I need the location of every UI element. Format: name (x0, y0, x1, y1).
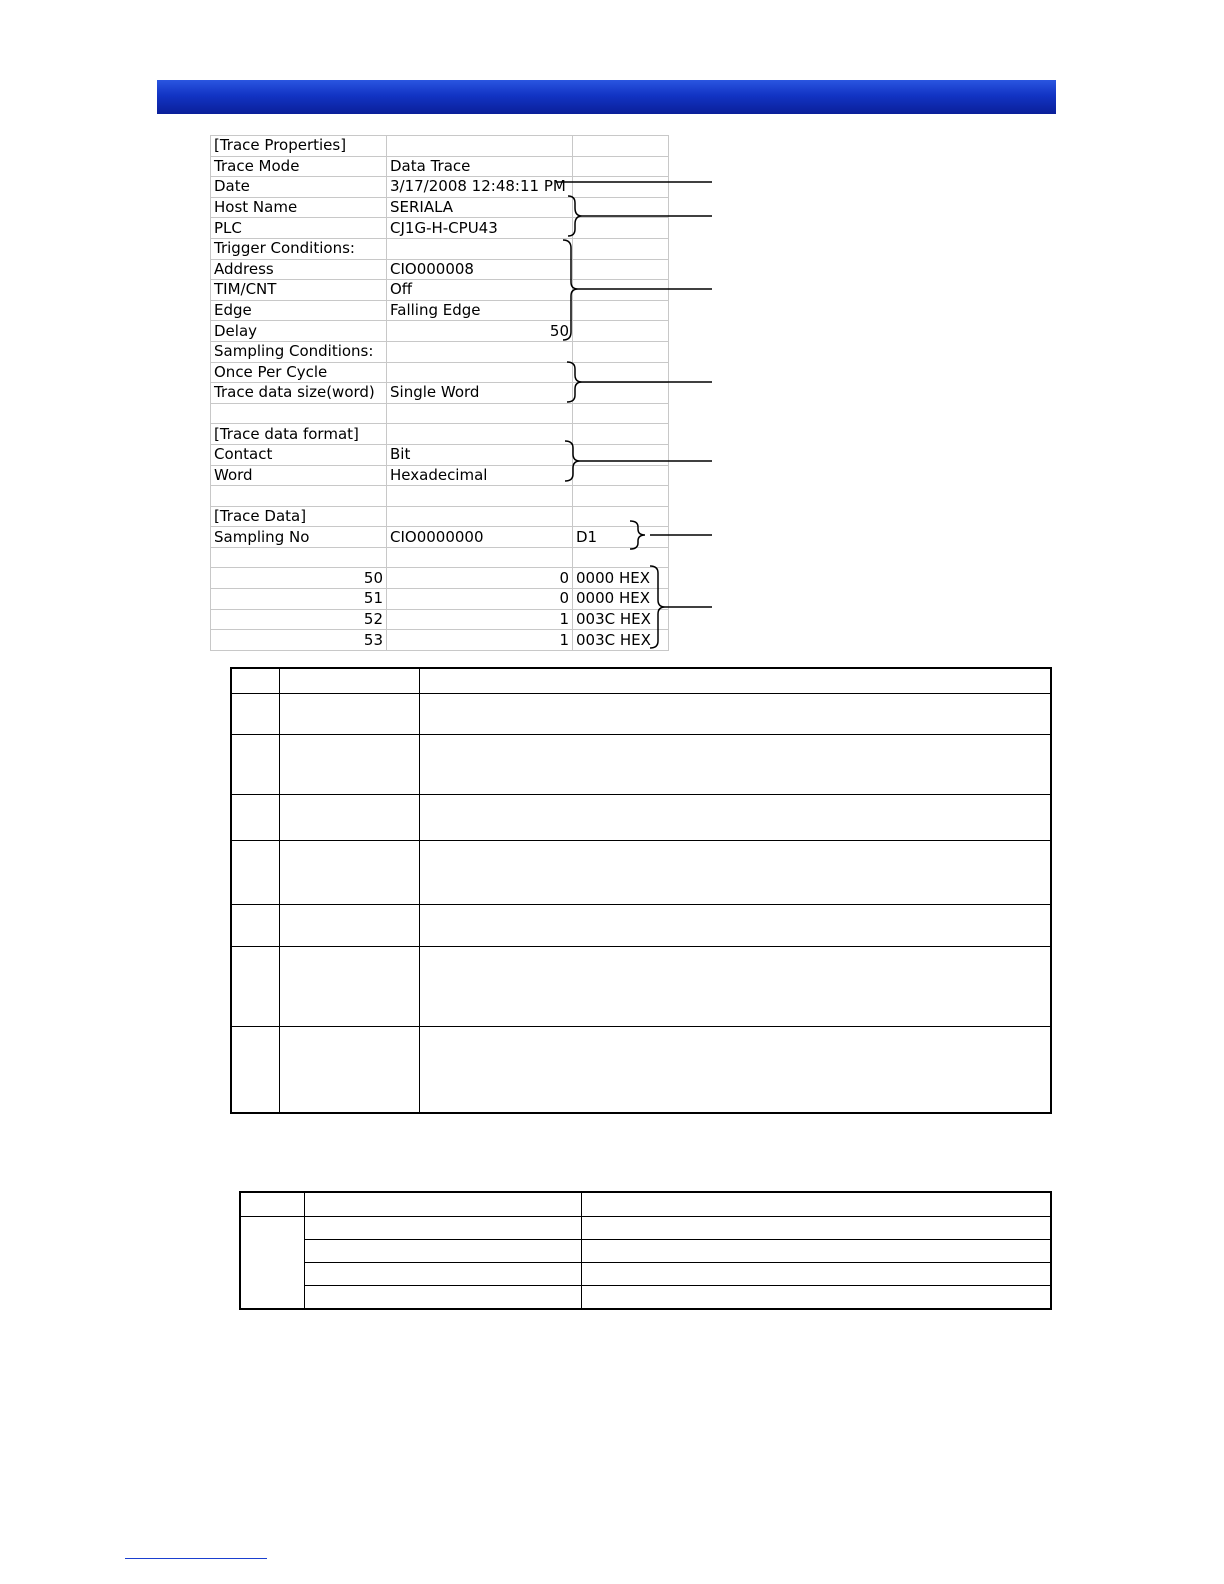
table-cell (304, 1286, 581, 1309)
table-cell (279, 840, 419, 904)
table-row (240, 1263, 1051, 1286)
brace-host-plc (568, 196, 582, 236)
sheet-cell: 003C HEX (573, 630, 669, 651)
sheet-cell: Trace data size(word) (211, 383, 387, 404)
table-cell (419, 904, 1051, 946)
table-cell (279, 946, 419, 1026)
table-row (240, 1286, 1051, 1309)
sheet-cell: PLC (211, 218, 387, 239)
brace-sampling-no (630, 521, 645, 549)
table-cell (581, 1263, 1051, 1286)
sheet-cell: TIM/CNT (211, 280, 387, 301)
sheet-cell: Host Name (211, 197, 387, 218)
secondary-table (239, 1191, 1052, 1310)
sheet-cell: Sampling Conditions: (211, 341, 387, 362)
table-cell (581, 1216, 1051, 1239)
sheet-cell: 51 (211, 589, 387, 610)
sheet-cell: Falling Edge (387, 300, 573, 321)
table-row (231, 734, 1051, 794)
sheet-cell: Sampling No (211, 527, 387, 548)
table-cell (231, 840, 279, 904)
table-cell (240, 1192, 304, 1216)
table-row (231, 1026, 1051, 1113)
table-cell (419, 840, 1051, 904)
table-cell (279, 904, 419, 946)
brace-trace-values (650, 566, 665, 648)
table-cell (304, 1192, 581, 1216)
table-cell (304, 1263, 581, 1286)
table-cell (279, 794, 419, 840)
sheet-cell: 0 (387, 568, 573, 589)
sheet-cell: 53 (211, 630, 387, 651)
sheet-cell: Edge (211, 300, 387, 321)
brace-sampling (567, 362, 582, 402)
table-row (231, 840, 1051, 904)
sheet-cell: 003C HEX (573, 609, 669, 630)
sheet-cell: 1 (387, 609, 573, 630)
table-row (240, 1192, 1051, 1216)
sheet-cell: 0000 HEX (573, 568, 669, 589)
table-row (240, 1239, 1051, 1262)
table-cell (419, 668, 1051, 693)
footer-link-underline[interactable] (125, 1558, 267, 1559)
sheet-cell: 0 (387, 589, 573, 610)
sheet-cell: 0000 HEX (573, 589, 669, 610)
table-cell (231, 904, 279, 946)
table-cell (231, 1026, 279, 1113)
sheet-cell: CIO0000000 (387, 527, 573, 548)
sheet-cell: Off (387, 280, 573, 301)
table-row (231, 668, 1051, 693)
table-cell (419, 693, 1051, 734)
table-cell (231, 734, 279, 794)
table-cell (304, 1216, 581, 1239)
sheet-cell: 50 (387, 321, 573, 342)
table-cell (231, 668, 279, 693)
sheet-cell: Trace Mode (211, 156, 387, 177)
sheet-cell: Address (211, 259, 387, 280)
table-row (231, 946, 1051, 1026)
sheet-cell: 50 (211, 568, 387, 589)
sheet-cell: Date (211, 177, 387, 198)
sheet-cell: 1 (387, 630, 573, 651)
sheet-cell: [Trace data format] (211, 424, 387, 445)
brace-trigger (563, 240, 578, 340)
table-cell (231, 794, 279, 840)
sheet-cell: Contact (211, 444, 387, 465)
table-cell (581, 1239, 1051, 1262)
table-cell (581, 1192, 1051, 1216)
table-row (231, 794, 1051, 840)
sheet-cell: CIO000008 (387, 259, 573, 280)
table-cell (240, 1216, 304, 1309)
sheet-cell: Once Per Cycle (211, 362, 387, 383)
table-row (231, 904, 1051, 946)
table-cell (304, 1239, 581, 1262)
sheet-cell: [Trace Data] (211, 506, 387, 527)
table-cell (279, 668, 419, 693)
sheet-cell: 3/17/2008 12:48:11 PM (387, 177, 573, 198)
sheet-cell: Single Word (387, 383, 573, 404)
sheet-cell: D1 (573, 527, 669, 548)
table-cell (231, 693, 279, 734)
description-table (230, 667, 1052, 1114)
table-cell (419, 1026, 1051, 1113)
table-cell (279, 1026, 419, 1113)
sheet-cell: CJ1G-H-CPU43 (387, 218, 573, 239)
sheet-cell: SERIALA (387, 197, 573, 218)
sheet-cell: 52 (211, 609, 387, 630)
table-cell (279, 734, 419, 794)
table-cell (419, 794, 1051, 840)
sheet-cell: Trigger Conditions: (211, 238, 387, 259)
table-cell (581, 1286, 1051, 1309)
table-cell (231, 946, 279, 1026)
table-cell (419, 734, 1051, 794)
sheet-cell: [Trace Properties] (211, 136, 387, 157)
sheet-cell: Word (211, 465, 387, 486)
sheet-cell: Bit (387, 444, 573, 465)
sheet-cell: Data Trace (387, 156, 573, 177)
sheet-cell: Delay (211, 321, 387, 342)
table-row (240, 1216, 1051, 1239)
table-row (231, 693, 1051, 734)
sheet-cell: Hexadecimal (387, 465, 573, 486)
table-cell (279, 693, 419, 734)
table-cell (419, 946, 1051, 1026)
brace-format (565, 441, 580, 481)
